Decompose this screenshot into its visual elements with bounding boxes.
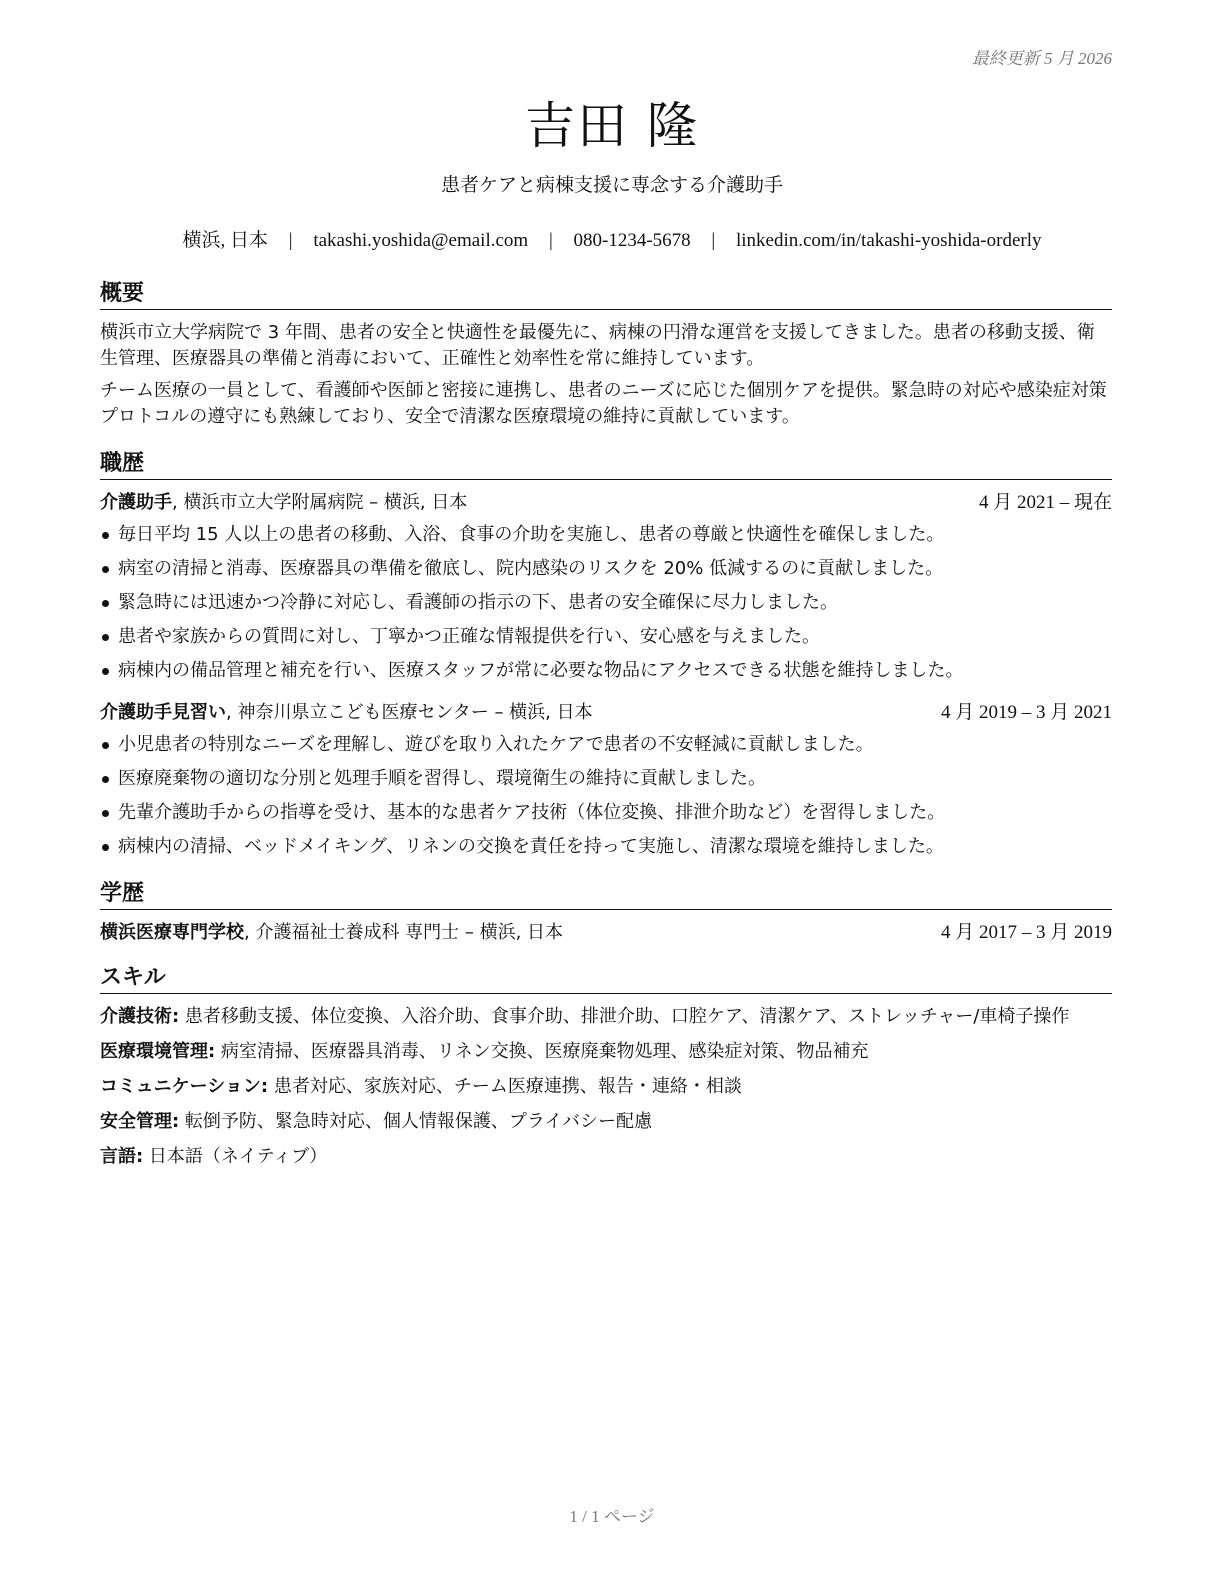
contact-location: 横浜, 日本	[182, 230, 269, 251]
skill-value: 病室清掃、医療器具消毒、リネン交換、医療廃棄物処理、感染症対策、物品補充	[215, 1041, 869, 1062]
contact-line	[0, 225, 1224, 252]
separator: |	[711, 230, 716, 251]
job-header	[100, 490, 1112, 516]
contact-linkedin[interactable]: linkedin.com/in/takashi-yoshida-orderly	[735, 230, 1042, 251]
summary-paragraph: チーム医療の一員として、看護師や医師と密接に連携し、患者のニーズに応じた個別ケアを提供。緊急時の対応や感染症対策プロトコルの遵守にも熟練しており、安全で清潔な医療環境の維持に貢献しています。	[100, 380, 1107, 427]
list-item: 毎日平均 15 人以上の患者の移動、入浴、食事の介助を実施し、患者の尊厳と快適性を確保しました。	[100, 518, 1112, 552]
skills-heading: スキル	[100, 960, 1112, 994]
separator: |	[548, 230, 553, 251]
job-role: 介護助手見習い	[100, 702, 226, 723]
list-item: 緊急時には迅速かつ冷静に対応し、看護師の指示の下、患者の安全確保に尽力しました。	[100, 586, 1112, 620]
list-item: 病室の清掃と消毒、医療器具の準備を徹底し、院内感染のリスクを 20% 低減するのに貢献しました。	[100, 552, 1112, 586]
job-org: , 神奈川県立こども医療センター – 横浜, 日本	[226, 702, 593, 723]
separator: |	[288, 230, 293, 251]
education-entry	[100, 920, 1112, 946]
list-item: 病棟内の清掃、ベッドメイキング、リネンの交換を責任を持って実施し、清潔な環境を維持しました。	[100, 830, 1112, 864]
skill-label: 介護技術:	[100, 1006, 180, 1027]
experience-heading: 職歴	[100, 446, 1112, 480]
skill-row	[100, 1039, 1112, 1065]
last-updated: 最終更新 5 月 2026	[971, 49, 1112, 68]
job-org: , 横浜市立大学附属病院 – 横浜, 日本	[172, 492, 468, 513]
school-detail: , 介護福祉士養成科 専門士 – 横浜, 日本	[244, 922, 564, 943]
person-name: 吉田 隆	[525, 97, 699, 155]
job-dates: 4 月 2019 – 3 月 2021	[940, 702, 1112, 723]
job-role: 介護助手	[100, 492, 172, 513]
skill-row	[100, 1144, 1112, 1170]
education-dates: 4 月 2017 – 3 月 2019	[940, 922, 1112, 943]
contact-email[interactable]: takashi.yoshida@email.com	[313, 230, 529, 251]
list-item: 小児患者の特別なニーズを理解し、遊びを取り入れたケアで患者の不安軽減に貢献しました。	[100, 728, 1112, 762]
skill-label: 安全管理:	[100, 1111, 180, 1132]
list-item: 患者や家族からの質問に対し、丁寧かつ正確な情報提供を行い、安心感を与えました。	[100, 620, 1112, 654]
skill-row	[100, 1074, 1112, 1100]
skill-row	[100, 1109, 1112, 1135]
skill-label: コミュニケーション:	[100, 1076, 269, 1097]
skill-row	[100, 1004, 1112, 1030]
skill-value: 日本語（ネイティブ）	[143, 1146, 328, 1167]
job-bullets	[100, 728, 1112, 864]
list-item: 医療廃棄物の適切な分別と処理手順を習得し、環境衛生の維持に貢献しました。	[100, 762, 1112, 796]
skill-value: 患者移動支援、体位変換、入浴介助、食事介助、排泄介助、口腔ケア、清潔ケア、ストレッチャー/車椅子操作	[179, 1006, 1070, 1027]
job-bullets	[100, 518, 1112, 688]
resume-body	[100, 276, 1112, 1179]
education-heading: 学歴	[100, 876, 1112, 910]
skill-value: 患者対応、家族対応、チーム医療連携、報告・連絡・相談	[268, 1076, 742, 1097]
summary-paragraph: 横浜市立大学病院で 3 年間、患者の安全と快適性を最優先に、病棟の円滑な運営を支援してきました。患者の移動支援、衛生管理、医療器具の準備と消毒において、正確性と効率性を常に維持しています。	[100, 322, 1095, 369]
school-name: 横浜医療専門学校	[100, 922, 244, 943]
list-item: 病棟内の備品管理と補充を行い、医療スタッフが常に必要な物品にアクセスできる状態を維持しました。	[100, 654, 1112, 688]
job-header	[100, 700, 1112, 726]
skill-label: 言語:	[100, 1146, 144, 1167]
contact-phone[interactable]: 080-1234-5678	[573, 230, 691, 251]
list-item: 先輩介護助手からの指導を受け、基本的な患者ケア技術（体位変換、排泄介助など）を習得しました。	[100, 796, 1112, 830]
skill-label: 医療環境管理:	[100, 1041, 216, 1062]
headline: 患者ケアと病棟支援に専念する介護助手	[440, 174, 783, 196]
job-dates: 4 月 2021 – 現在	[978, 492, 1112, 513]
skill-value: 転倒予防、緊急時対応、個人情報保護、プライバシー配慮	[179, 1111, 653, 1132]
page-number: 1 / 1 ページ	[569, 1507, 655, 1526]
summary-heading: 概要	[100, 276, 1112, 310]
